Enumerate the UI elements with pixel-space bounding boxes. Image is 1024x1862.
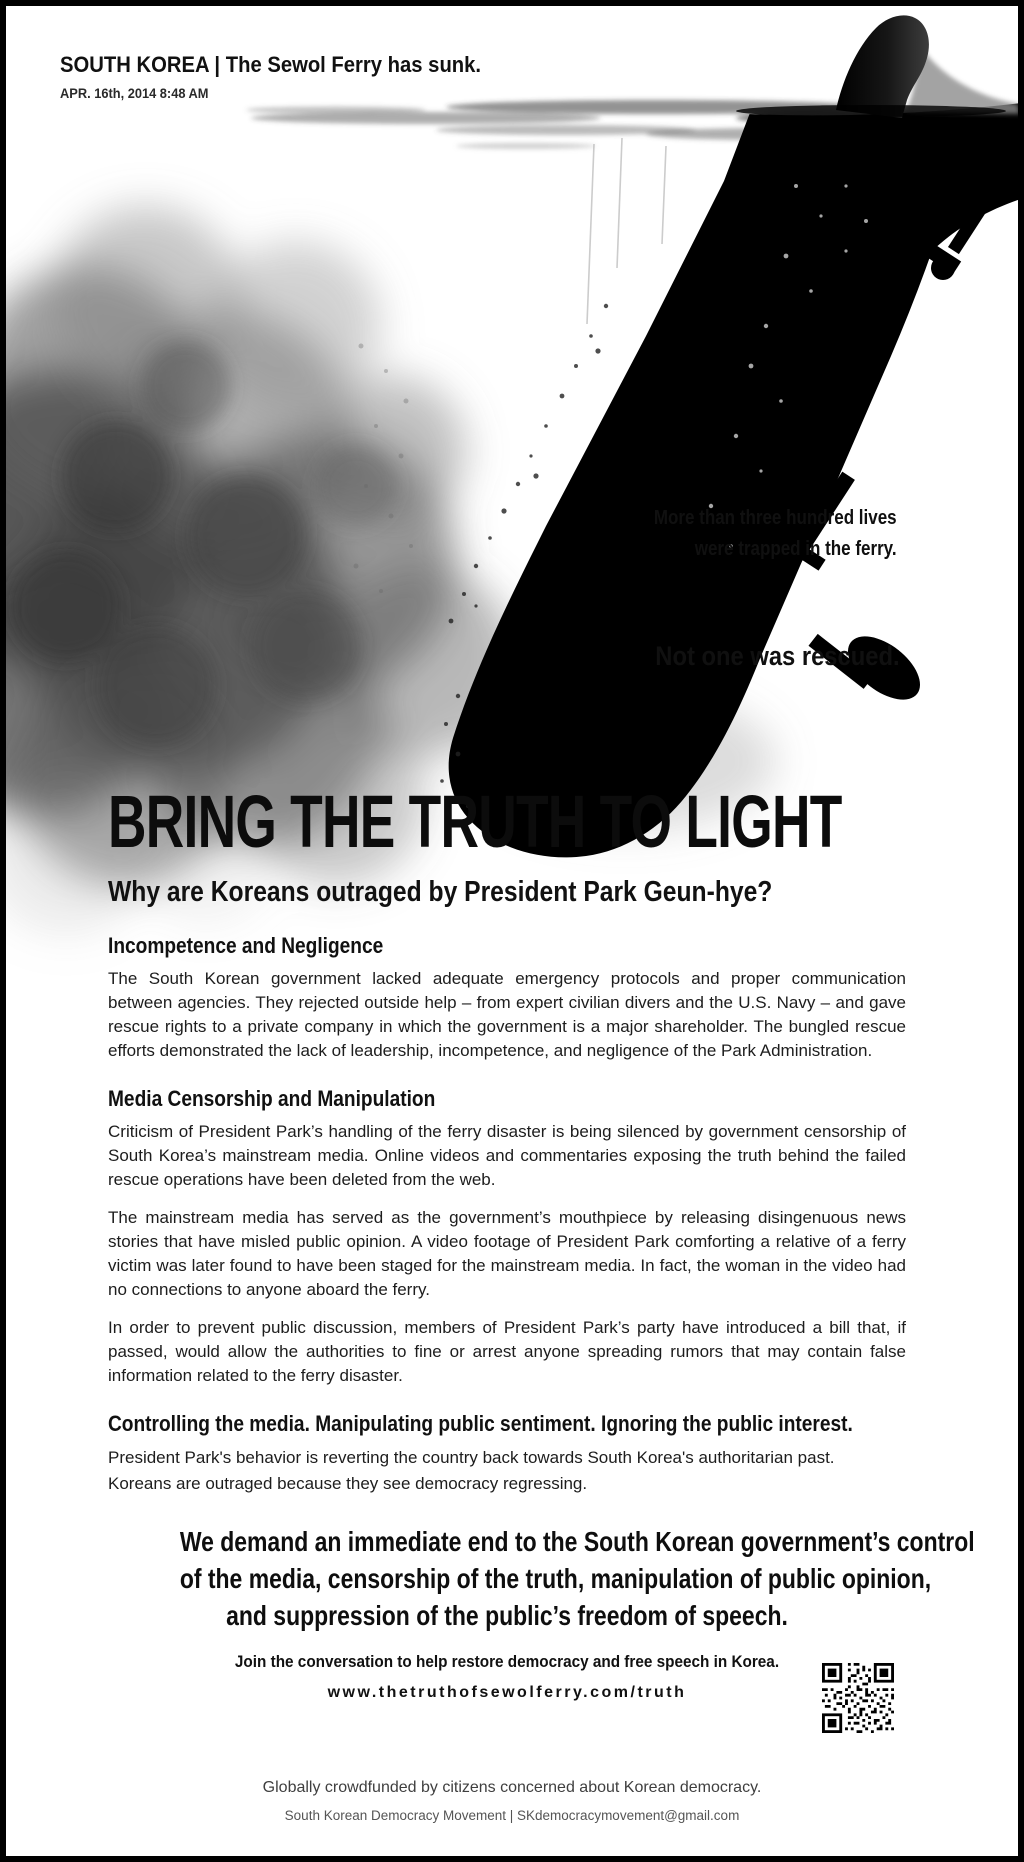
section-censorship [108, 1085, 906, 1388]
rescue-tagline: Not one was rescued. [655, 641, 900, 671]
caption-line: More than three hundred lives [654, 507, 897, 529]
article [108, 780, 975, 1702]
cta-line: Join the conversation to help restore democracy and free speech in Korea. [234, 1652, 780, 1671]
water-drips [587, 138, 666, 324]
paragraph: The South Korean government lacked adequate emergency protocols and proper communication between agencies. They rejected outside help – from expert civilian divers and the U.S. Navy – and gave rescue rights to a private company in which the government is a major shareholder. The bungled rescue efforts demonstrated the lack of leadership, incompetence, and negligence of the Park Administration. [108, 969, 906, 1060]
casualty-caption [654, 503, 897, 565]
paragraph: In order to prevent public discussion, members of President Park’s party have introduced a bill that, if passed, would allow the authorities to fine or arrest anyone spreading rumors that may contain false information related to the ferry disaster. [108, 1318, 906, 1385]
cta-url: www.thetruthofsewolferry.com/truth [327, 1684, 687, 1701]
paragraph-line: Koreans are outraged because they see democracy regressing. [108, 1474, 588, 1493]
footer-crowdfund-line: Globally crowdfunded by citizens concerned about Korean democracy. [262, 1779, 762, 1796]
demand-line: We demand an immediate end to the South Korean government’s control [179, 1526, 975, 1557]
footer [6, 1779, 1018, 1823]
caption-line: were trapped in the ferry. [695, 538, 897, 560]
headline: BRING THE TRUTH TO LIGHT [108, 780, 842, 863]
header-kicker: SOUTH KOREA | The Sewol Ferry has sunk. [60, 52, 482, 77]
section-controlling [108, 1410, 906, 1497]
section-heading: Controlling the media. Manipulating public sentiment. Ignoring the public interest. [108, 1411, 853, 1436]
section-heading: Media Censorship and Manipulation [108, 1086, 436, 1111]
paragraph-line: President Park's behavior is reverting the country back towards South Korea's authoritarian past. [108, 1448, 835, 1467]
footer-contact-line: South Korean Democracy Movement | SKdemocracymovement@gmail.com [284, 1808, 740, 1823]
paragraph: Criticism of President Park’s handling of the ferry disaster is being silenced by government censorship of South Korea’s mainstream media. Online videos and commentaries exposing the truth behind the failed rescue operations have been deleted from the web. [108, 1122, 906, 1189]
demand-line: and suppression of the public’s freedom of speech. [226, 1600, 788, 1631]
section-heading: Incompetence and Negligence [108, 933, 384, 958]
section-incompetence [108, 932, 906, 1063]
paragraph: The mainstream media has served as the government’s mouthpiece by releasing disingenuous news stories that have misled public opinion. A video footage of President Park comforting a relative of a ferry victim was later found to have been staged for the mainstream media. In fact, the woman in the video had no connections to anyone aboard the ferry. [108, 1208, 906, 1299]
demand-line: of the media, censorship of the truth, manipulation of public opinion, [179, 1563, 932, 1594]
demand-statement [108, 1523, 975, 1634]
header-date: APR. 16th, 2014 8:48 AM [60, 86, 209, 101]
subheadline: Why are Koreans outraged by President Park Geun-hye? [108, 876, 773, 908]
qr-code-icon [822, 1663, 894, 1733]
